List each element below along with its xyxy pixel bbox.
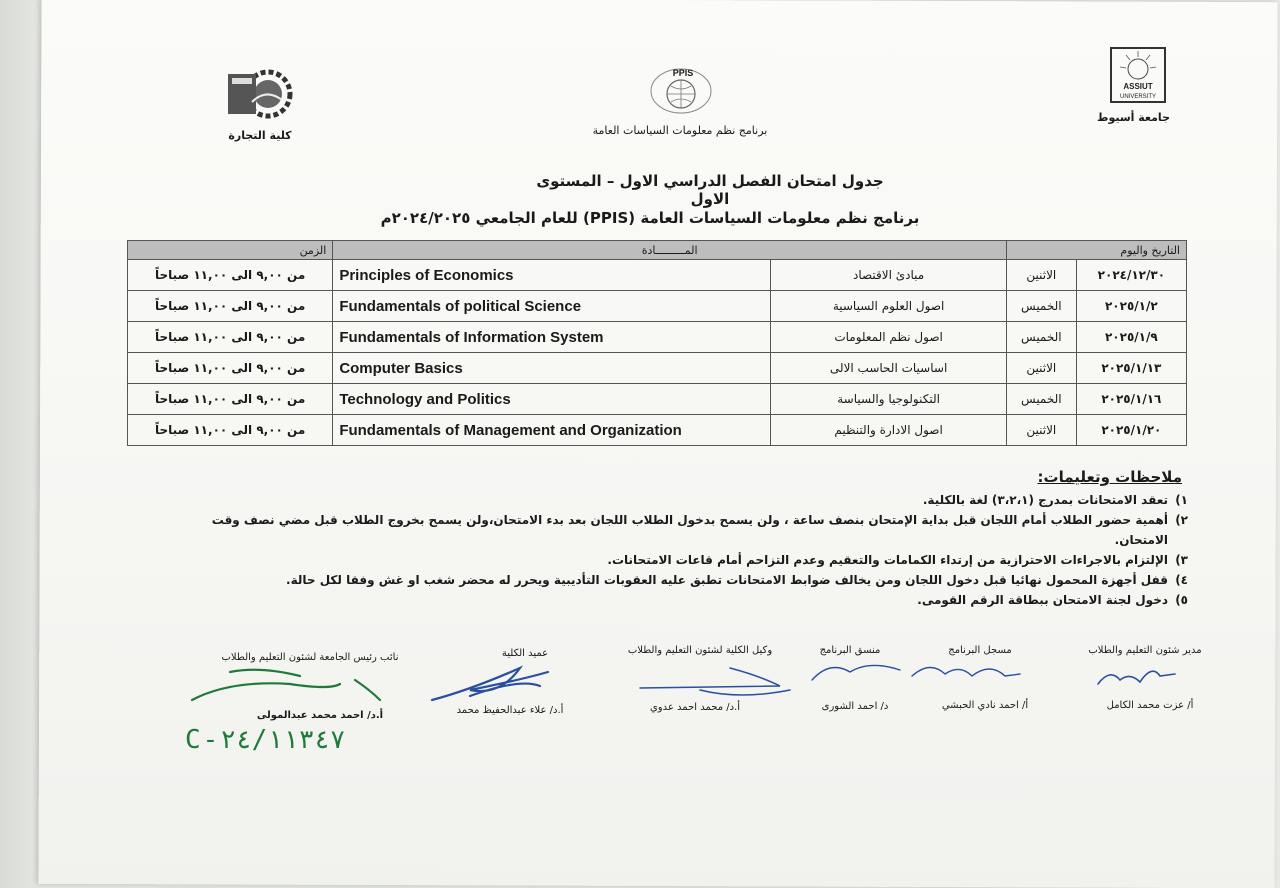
- note-number: ٣): [1175, 553, 1188, 567]
- exam-day: الخميس: [1006, 291, 1076, 322]
- university-name: جامعة أسيوط: [1097, 111, 1170, 124]
- subject-ar: التكنولوجيا والسياسة: [771, 384, 1007, 415]
- subject-ar: مبادئ الاقتصاد: [771, 260, 1007, 291]
- signature-5-icon: [432, 668, 548, 700]
- subject-ar: اصول نظم المعلومات: [771, 322, 1007, 353]
- exam-time: من ٩,٠٠ الى ١١,٠٠ صباحاً: [128, 384, 333, 415]
- program-name: برنامج نظم معلومات السياسات العامة: [592, 124, 768, 137]
- signature-title: وكيل الكلية لشئون التعليم والطلاب: [627, 645, 773, 656]
- signature-name: أ.د/ علاء عبدالحفيظ محمد: [456, 705, 564, 716]
- note-text: تعقد الامتحانات بمدرج (٣،٢،١) لغة بالكلية.: [922, 493, 1168, 507]
- note-text: دخول لجنة الامتحان ببطاقة الرقم القومى.: [917, 593, 1168, 607]
- program-logo-text: PPIS: [672, 68, 694, 78]
- svg-text:UNIVERSITY: UNIVERSITY: [1119, 94, 1157, 100]
- subject-en: Computer Basics: [333, 353, 771, 384]
- signature-title: نائب رئيس الجامعة لشئون التعليم والطلاب: [221, 652, 399, 663]
- note-text: قفل أجهزة المحمول نهائيا قبل دخول اللجان ومن يخالف ضوابط الامتحانات تطبق عليه العقوبات التأديبية ويحرر له محضر شغب او غش وفقا لكل حالة.: [286, 573, 1168, 587]
- exam-date: ٢٠٢٤/١٢/٣٠: [1076, 260, 1186, 291]
- subject-en: Fundamentals of Management and Organization: [333, 415, 771, 446]
- time-header: الزمن: [128, 241, 333, 260]
- exam-day: الخميس: [1006, 322, 1076, 353]
- signature-title: مدير شئون التعليم والطلاب: [1088, 645, 1202, 656]
- note-text: أهمية حضور الطلاب أمام اللجان قبل بداية الإمتحان بنصف ساعة ، ولن يسمح بدخول الطلاب اللجان بعد بدء الامتحان،ولن يسمح بخروج الطلاب قبل مضي نصف وقت الامتحان.: [211, 513, 1168, 547]
- note-number: ١): [1175, 493, 1188, 507]
- note-number: ٥): [1175, 593, 1188, 607]
- signature-name: أ/ عزت محمد الكامل: [1106, 700, 1194, 711]
- exam-date: ٢٠٢٥/١/١٦: [1076, 384, 1186, 415]
- notes-title: ملاحظات وتعليمات:: [1037, 468, 1182, 486]
- exam-day: الاثنين: [1006, 415, 1076, 446]
- exam-date: ٢٠٢٥/١/٩: [1076, 322, 1186, 353]
- signature-3-icon: [812, 665, 900, 680]
- note-text: الإلتزام بالاجراءات الاحترازية من إرتداء الكمامات والتعقيم وعدم التزاحم أمام قاعات الامتحانات.: [607, 553, 1168, 567]
- note-number: ٤): [1175, 573, 1188, 587]
- signature-name: أ.د/ احمد محمد عبدالمولى: [256, 710, 384, 721]
- signature-title: عميد الكلية: [501, 648, 549, 659]
- subject-ar: اصول العلوم السياسية: [771, 291, 1007, 322]
- exam-day: الاثنين: [1006, 353, 1076, 384]
- signature-name: أ/ احمد نادي الحبشي: [941, 700, 1029, 711]
- subject-en: Fundamentals of Information System: [333, 322, 771, 353]
- subject-ar: اساسيات الحاسب الالى: [771, 353, 1007, 384]
- faculty-name: كلية التجارة: [228, 129, 292, 142]
- svg-text:ASSIUT: ASSIUT: [1123, 82, 1153, 91]
- exam-time: من ٩,٠٠ الى ١١,٠٠ صباحاً: [128, 353, 333, 384]
- exam-time: من ٩,٠٠ الى ١١,٠٠ صباحاً: [128, 291, 333, 322]
- exam-day: الاثنين: [1006, 260, 1076, 291]
- exam-time: من ٩,٠٠ الى ١١,٠٠ صباحاً: [128, 260, 333, 291]
- signature-title: مسجل البرنامج: [948, 645, 1012, 656]
- subject-en: Principles of Economics: [333, 260, 771, 291]
- note-number: ٢): [1175, 513, 1188, 527]
- signature-4-icon: [640, 668, 790, 695]
- subject-ar: اصول الادارة والتنظيم: [771, 415, 1007, 446]
- exam-date: ٢٠٢٥/١/٢: [1076, 291, 1186, 322]
- exam-date: ٢٠٢٥/١/٢٠: [1076, 415, 1186, 446]
- handwritten-note: C-٢٤/١١٣٤٧: [185, 725, 346, 755]
- schedule-title: جدول امتحان الفصل الدراسي الاول – المستوى الاول: [536, 172, 884, 208]
- signature-6-icon: [192, 670, 380, 700]
- exam-time: من ٩,٠٠ الى ١١,٠٠ صباحاً: [128, 322, 333, 353]
- signature-name: أ.د/ محمد احمد عدوي: [649, 702, 741, 713]
- exam-time: من ٩,٠٠ الى ١١,٠٠ صباحاً: [128, 415, 333, 446]
- subject-en: Technology and Politics: [333, 384, 771, 415]
- signature-title: منسق البرنامج: [819, 645, 881, 656]
- subject-header: المـــــــــادة: [333, 241, 1007, 260]
- exam-day: الخميس: [1006, 384, 1076, 415]
- signature-1-icon: [1098, 671, 1175, 684]
- signature-2-icon: [912, 667, 1020, 676]
- date-header: التاريخ واليوم: [1006, 241, 1186, 260]
- schedule-subtitle: برنامج نظم معلومات السياسات العامة (PPIS) للعام الجامعي ٢٠٢٤/٢٠٢٥م: [380, 209, 920, 227]
- exam-date: ٢٠٢٥/١/١٣: [1076, 353, 1186, 384]
- subject-en: Fundamentals of political Science: [333, 291, 771, 322]
- signature-name: د/ احمد الشورى: [821, 701, 889, 712]
